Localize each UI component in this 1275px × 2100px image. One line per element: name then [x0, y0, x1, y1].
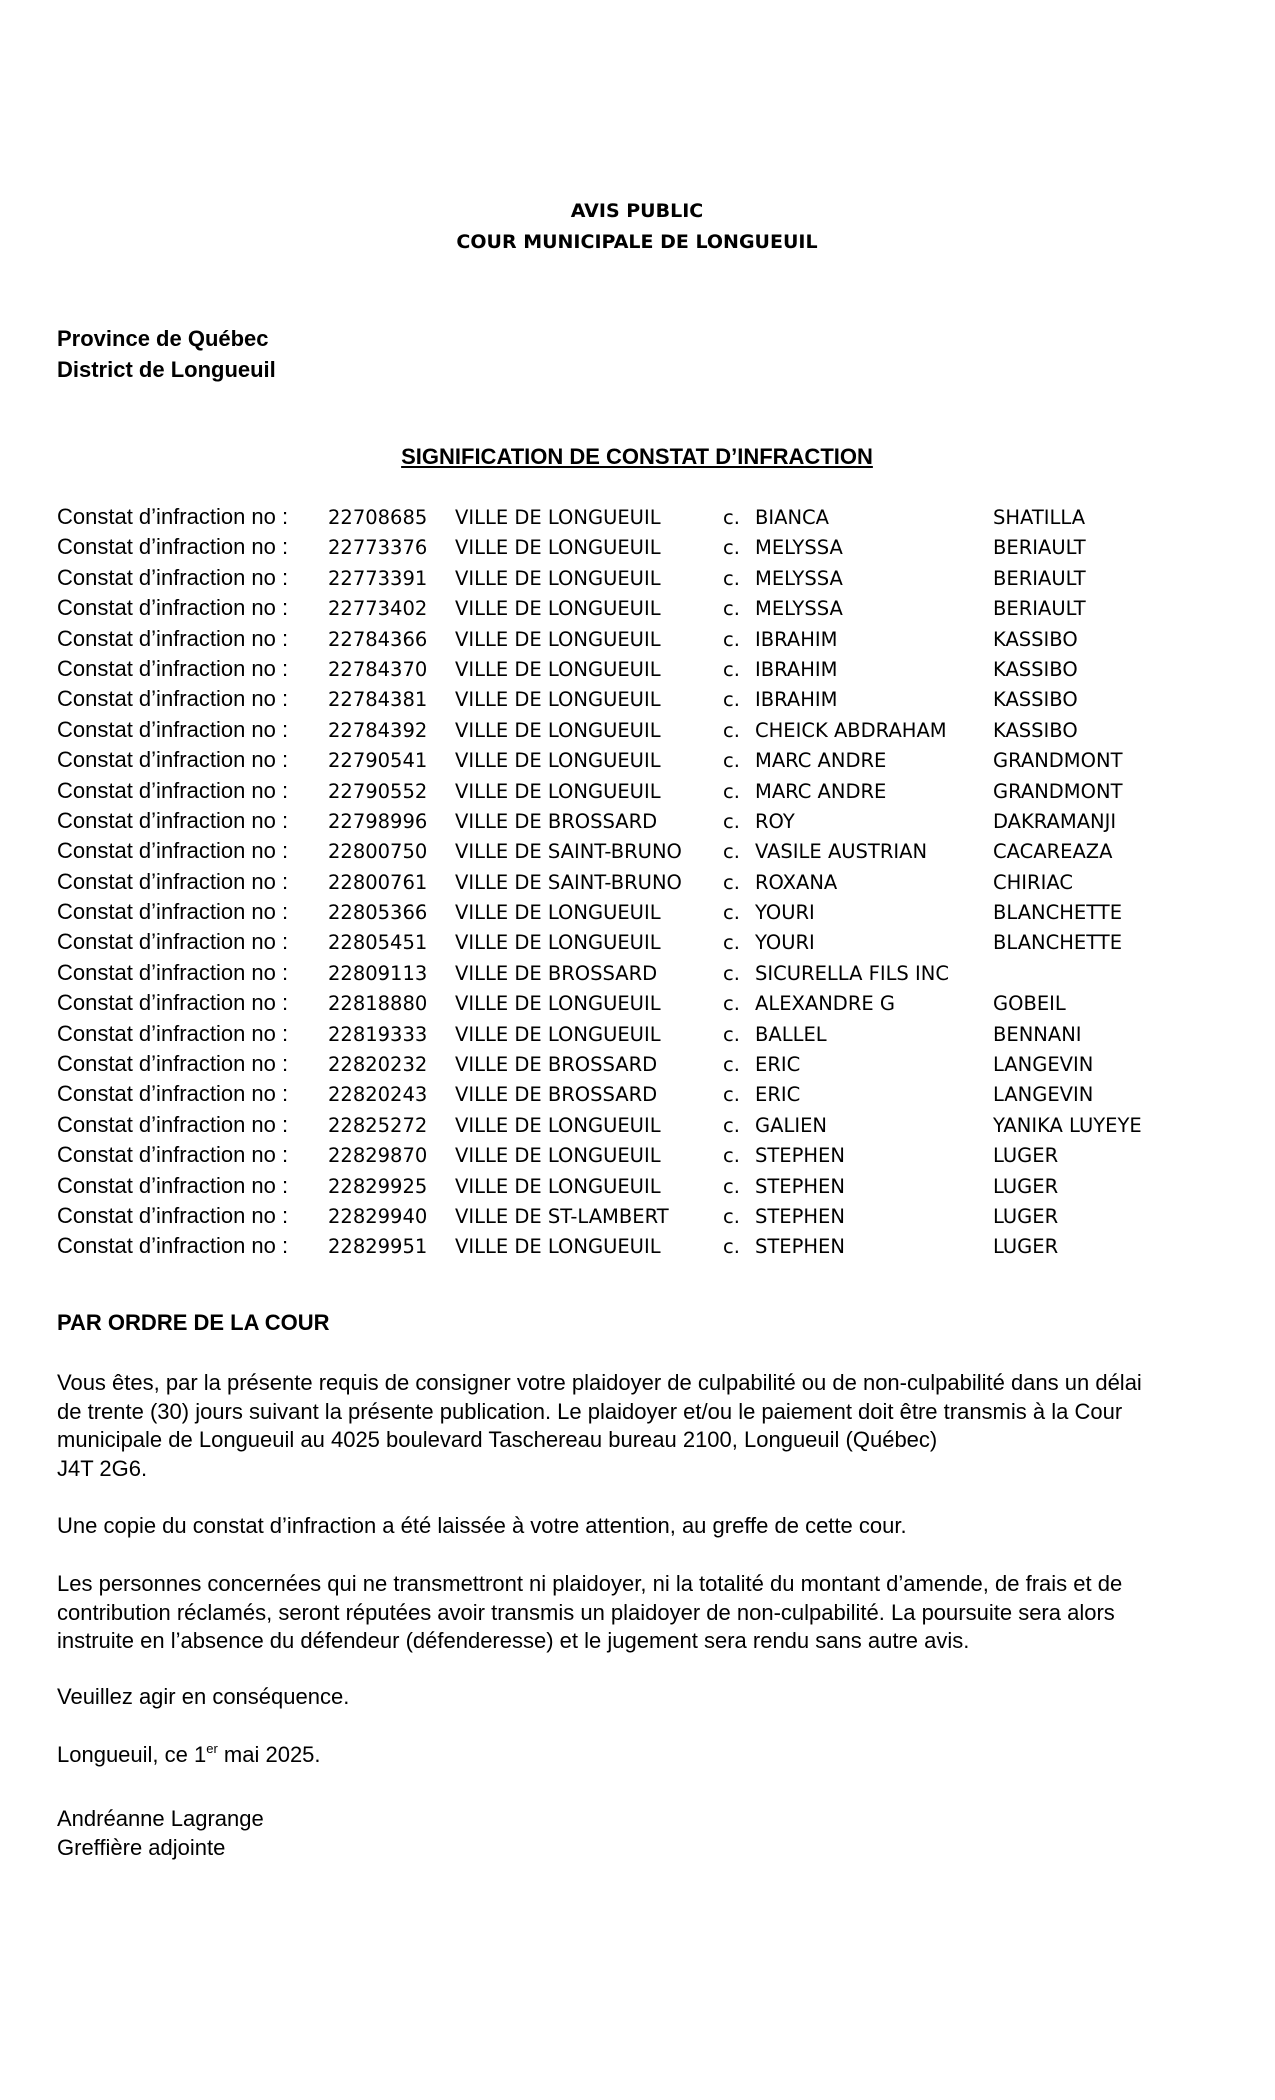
constat-number: 22773402 [328, 597, 428, 621]
defendant-last-name: BERIAULT [993, 536, 1086, 560]
defendant-last-name: KASSIBO [993, 627, 1078, 651]
plaintiff-city: VILLE DE SAINT-BRUNO [455, 840, 682, 864]
constat-label: Constat d’infraction no : [57, 625, 289, 651]
constat-number: 22773391 [328, 566, 428, 590]
constat-number: 22829940 [328, 1204, 428, 1228]
defendant-first-name: MARC ANDRE [755, 749, 887, 773]
constat-number: 22773376 [328, 536, 428, 560]
constat-label: Constat d’infraction no : [57, 1142, 289, 1168]
versus-marker: c. [723, 536, 740, 560]
defendant-last-name: KASSIBO [993, 688, 1078, 712]
constat-label: Constat d’infraction no : [57, 1051, 289, 1077]
plaintiff-city: VILLE DE LONGUEUIL [455, 901, 661, 925]
defendant-first-name: SICURELLA FILS INC [755, 961, 949, 985]
constat-label: Constat d’infraction no : [57, 1020, 289, 1046]
plaintiff-city: VILLE DE LONGUEUIL [455, 657, 661, 681]
constat-label: Constat d’infraction no : [57, 1081, 289, 1107]
paragraph-line: contribution réclamés, seront réputées avoir transmis un plaidoyer de non-culpabilité. La poursuite sera alors [57, 1599, 1115, 1625]
constat-row [57, 960, 1217, 990]
constat-number: 22784381 [328, 688, 428, 712]
plaintiff-city: VILLE DE BROSSARD [455, 809, 658, 833]
versus-marker: c. [723, 809, 740, 833]
constat-row [57, 565, 1217, 595]
defendant-first-name: ERIC [755, 1083, 801, 1107]
constat-number: 22800761 [328, 870, 428, 894]
versus-marker: c. [723, 1083, 740, 1107]
plaintiff-city: VILLE DE LONGUEUIL [455, 536, 661, 560]
constat-number: 22798996 [328, 809, 428, 833]
plaintiff-city: VILLE DE LONGUEUIL [455, 931, 661, 955]
plaintiff-city: VILLE DE LONGUEUIL [455, 627, 661, 651]
constat-row [57, 778, 1217, 808]
defendant-last-name: BERIAULT [993, 566, 1086, 590]
defendant-last-name: LUGER [993, 1235, 1059, 1259]
constat-row [57, 504, 1217, 534]
constat-label: Constat d’infraction no : [57, 929, 289, 955]
plaintiff-city: VILLE DE LONGUEUIL [455, 566, 661, 590]
plea-instructions-paragraph [57, 1369, 1222, 1483]
defendant-first-name: ROY [755, 809, 795, 833]
constat-row [57, 838, 1217, 868]
constat-label: Constat d’infraction no : [57, 990, 289, 1016]
versus-marker: c. [723, 1022, 740, 1046]
defendant-last-name: GRANDMONT [993, 749, 1123, 773]
date-ordinal: er [206, 1741, 218, 1756]
constat-row [57, 626, 1217, 656]
constat-row [57, 1173, 1217, 1203]
jurisdiction-block [57, 323, 276, 385]
defendant-first-name: ERIC [755, 1053, 801, 1077]
constat-number: 22708685 [328, 506, 428, 529]
constat-row [57, 1233, 1217, 1263]
defendant-last-name: KASSIBO [993, 657, 1078, 681]
paragraph-line: municipale de Longueuil au 4025 boulevard Taschereau bureau 2100, Longueuil (Québec) [57, 1427, 938, 1452]
constat-number: 22825272 [328, 1113, 428, 1137]
versus-marker: c. [723, 1144, 740, 1168]
constat-row [57, 1051, 1217, 1081]
constat-number: 22790552 [328, 779, 428, 803]
plaintiff-city: VILLE DE ST-LAMBERT [455, 1204, 669, 1228]
constat-row [57, 990, 1217, 1020]
constat-number: 22805366 [328, 901, 428, 925]
constat-number: 22809113 [328, 961, 428, 985]
signature-block [57, 1805, 264, 1862]
constat-label: Constat d’infraction no : [57, 504, 289, 529]
defendant-last-name: BLANCHETTE [993, 931, 1123, 955]
constat-label: Constat d’infraction no : [57, 686, 289, 712]
district-line: District de Longueuil [57, 357, 276, 382]
defendant-first-name: STEPHEN [755, 1144, 845, 1168]
act-accordingly-paragraph: Veuillez agir en conséquence. [57, 1684, 350, 1709]
constat-number: 22790541 [328, 749, 428, 773]
constat-label: Constat d’infraction no : [57, 807, 289, 833]
versus-marker: c. [723, 1235, 740, 1259]
constat-number: 22820243 [328, 1083, 428, 1107]
defendant-first-name: YOURI [755, 931, 815, 955]
constat-row [57, 595, 1217, 625]
defendant-last-name: BLANCHETTE [993, 901, 1123, 925]
constat-label: Constat d’infraction no : [57, 595, 289, 621]
defendant-first-name: MELYSSA [755, 566, 843, 590]
defendant-last-name: LANGEVIN [993, 1083, 1094, 1107]
constat-label: Constat d’infraction no : [57, 777, 289, 803]
defendant-last-name: BENNANI [993, 1022, 1082, 1046]
versus-marker: c. [723, 840, 740, 864]
defendant-first-name: IBRAHIM [755, 688, 838, 712]
constat-number: 22829870 [328, 1144, 428, 1168]
constat-row [57, 656, 1217, 686]
constat-label: Constat d’infraction no : [57, 838, 289, 864]
defendant-first-name: YOURI [755, 901, 815, 925]
constat-row [57, 869, 1217, 899]
plaintiff-city: VILLE DE LONGUEUIL [455, 688, 661, 712]
defendant-last-name: SHATILLA [993, 506, 1086, 529]
header-court-name: COUR MUNICIPALE DE LONGUEUIL [456, 231, 818, 253]
versus-marker: c. [723, 506, 740, 529]
constat-number: 22820232 [328, 1053, 428, 1077]
constat-number: 22784366 [328, 627, 428, 651]
versus-marker: c. [723, 992, 740, 1016]
defendant-first-name: IBRAHIM [755, 627, 838, 651]
province-line: Province de Québec [57, 326, 269, 351]
defendant-last-name: DAKRAMANJI [993, 809, 1117, 833]
defendant-last-name: CHIRIAC [993, 870, 1073, 894]
constat-label: Constat d’infraction no : [57, 959, 289, 985]
header-title: AVIS PUBLIC [570, 200, 704, 222]
constat-label: Constat d’infraction no : [57, 899, 289, 925]
constat-row [57, 1112, 1217, 1142]
defendant-last-name: GRANDMONT [993, 779, 1123, 803]
copy-notice-paragraph: Une copie du constat d’infraction a été laissée à votre attention, au greffe de cette cour. [57, 1513, 907, 1538]
plaintiff-city: VILLE DE BROSSARD [455, 961, 658, 985]
defendant-last-name: LUGER [993, 1174, 1059, 1198]
paragraph-line: instruite en l’absence du défendeur (défenderesse) et le jugement sera rendu sans autre avis. [57, 1628, 970, 1653]
plaintiff-city: VILLE DE LONGUEUIL [455, 1174, 661, 1198]
constat-row [57, 686, 1217, 716]
versus-marker: c. [723, 566, 740, 590]
versus-marker: c. [723, 657, 740, 681]
versus-marker: c. [723, 870, 740, 894]
constats-list [57, 504, 1217, 1264]
constat-row [57, 747, 1217, 777]
plaintiff-city: VILLE DE LONGUEUIL [455, 779, 661, 803]
versus-marker: c. [723, 1113, 740, 1137]
defendant-first-name: ALEXANDRE G [755, 992, 896, 1016]
versus-marker: c. [723, 901, 740, 925]
defendant-first-name: CHEICK ABDRAHAM [755, 718, 947, 742]
constat-number: 22829951 [328, 1235, 428, 1259]
defendant-first-name: STEPHEN [755, 1235, 845, 1259]
plaintiff-city: VILLE DE BROSSARD [455, 1053, 658, 1077]
constat-label: Constat d’infraction no : [57, 868, 289, 894]
versus-marker: c. [723, 627, 740, 651]
constat-row [57, 808, 1217, 838]
constat-row [57, 929, 1217, 959]
versus-marker: c. [723, 961, 740, 985]
defendant-last-name: LANGEVIN [993, 1053, 1094, 1077]
plaintiff-city: VILLE DE LONGUEUIL [455, 1022, 661, 1046]
date-suffix: mai 2025. [217, 1742, 321, 1767]
date-prefix: Longueuil, ce 1 [57, 1742, 207, 1767]
constat-row [57, 1081, 1217, 1111]
defendant-last-name: LUGER [993, 1204, 1059, 1228]
defendant-first-name: IBRAHIM [755, 657, 838, 681]
signatory-title: Greffière adjointe [57, 1834, 226, 1860]
constat-number: 22805451 [328, 931, 428, 955]
defendant-first-name: MARC ANDRE [755, 779, 887, 803]
defendant-first-name: GALIEN [755, 1113, 827, 1137]
paragraph-line: Vous êtes, par la présente requis de consigner votre plaidoyer de culpabilité ou de non-culpabilité dans un délai [57, 1370, 1142, 1395]
section-title: SIGNIFICATION DE CONSTAT D’INFRACTION [401, 444, 873, 469]
signatory-name: Andréanne Lagrange [57, 1806, 264, 1831]
paragraph-line: J4T 2G6. [57, 1455, 148, 1481]
constat-label: Constat d’infraction no : [57, 1111, 289, 1137]
constat-label: Constat d’infraction no : [57, 716, 289, 742]
court-order-title: PAR ORDRE DE LA COUR [57, 1310, 330, 1335]
constat-label: Constat d’infraction no : [57, 747, 289, 773]
constat-label: Constat d’infraction no : [57, 655, 289, 681]
defendant-first-name: VASILE AUSTRIAN [755, 840, 928, 864]
constat-number: 22818880 [328, 992, 428, 1016]
constat-row [57, 1142, 1217, 1172]
paragraph-line: Les personnes concernées qui ne transmettront ni plaidoyer, ni la totalité du montant d’amende, de frais et de [57, 1571, 1123, 1596]
versus-marker: c. [723, 1204, 740, 1228]
constat-label: Constat d’infraction no : [57, 1202, 289, 1228]
plaintiff-city: VILLE DE LONGUEUIL [455, 1113, 661, 1137]
defendant-last-name: GOBEIL [993, 992, 1066, 1016]
constat-label: Constat d’infraction no : [57, 564, 289, 590]
plaintiff-city: VILLE DE LONGUEUIL [455, 506, 661, 529]
defendant-last-name: CACAREAZA [993, 840, 1113, 864]
defendant-first-name: ROXANA [755, 870, 838, 894]
plaintiff-city: VILLE DE LONGUEUIL [455, 1144, 661, 1168]
constat-label: Constat d’infraction no : [57, 1172, 289, 1198]
versus-marker: c. [723, 1174, 740, 1198]
plaintiff-city: VILLE DE LONGUEUIL [455, 597, 661, 621]
versus-marker: c. [723, 718, 740, 742]
default-consequence-paragraph [57, 1570, 1222, 1656]
constat-row [57, 1021, 1217, 1051]
versus-marker: c. [723, 1053, 740, 1077]
constat-row [57, 717, 1217, 747]
notice-header [57, 196, 1217, 258]
constat-row [57, 899, 1217, 929]
defendant-first-name: MELYSSA [755, 536, 843, 560]
constat-row [57, 1203, 1217, 1233]
versus-marker: c. [723, 597, 740, 621]
constat-number: 22829925 [328, 1174, 428, 1198]
plaintiff-city: VILLE DE BROSSARD [455, 1083, 658, 1107]
plaintiff-city: VILLE DE SAINT-BRUNO [455, 870, 682, 894]
paragraph-line: de trente (30) jours suivant la présente publication. Le plaidoyer et/ou le paiement doit être transmis à la Cour [57, 1398, 1123, 1424]
versus-marker: c. [723, 688, 740, 712]
plaintiff-city: VILLE DE LONGUEUIL [455, 1235, 661, 1259]
defendant-last-name: KASSIBO [993, 718, 1078, 742]
versus-marker: c. [723, 749, 740, 773]
date-line [57, 1741, 1222, 1770]
defendant-first-name: BIANCA [755, 506, 830, 529]
constat-row [57, 534, 1217, 564]
defendant-first-name: STEPHEN [755, 1174, 845, 1198]
defendant-first-name: STEPHEN [755, 1204, 845, 1228]
defendant-last-name: YANIKA LUYEYE [993, 1113, 1142, 1137]
defendant-first-name: MELYSSA [755, 597, 843, 621]
constat-number: 22800750 [328, 840, 428, 864]
defendant-last-name: BERIAULT [993, 597, 1086, 621]
constat-number: 22819333 [328, 1022, 428, 1046]
plaintiff-city: VILLE DE LONGUEUIL [455, 718, 661, 742]
plaintiff-city: VILLE DE LONGUEUIL [455, 749, 661, 773]
defendant-last-name: LUGER [993, 1144, 1059, 1168]
versus-marker: c. [723, 779, 740, 803]
defendant-first-name: BALLEL [755, 1022, 827, 1046]
constat-number: 22784392 [328, 718, 428, 742]
constat-number: 22784370 [328, 657, 428, 681]
constat-label: Constat d’infraction no : [57, 1233, 289, 1259]
constat-label: Constat d’infraction no : [57, 534, 289, 560]
plaintiff-city: VILLE DE LONGUEUIL [455, 992, 661, 1016]
versus-marker: c. [723, 931, 740, 955]
